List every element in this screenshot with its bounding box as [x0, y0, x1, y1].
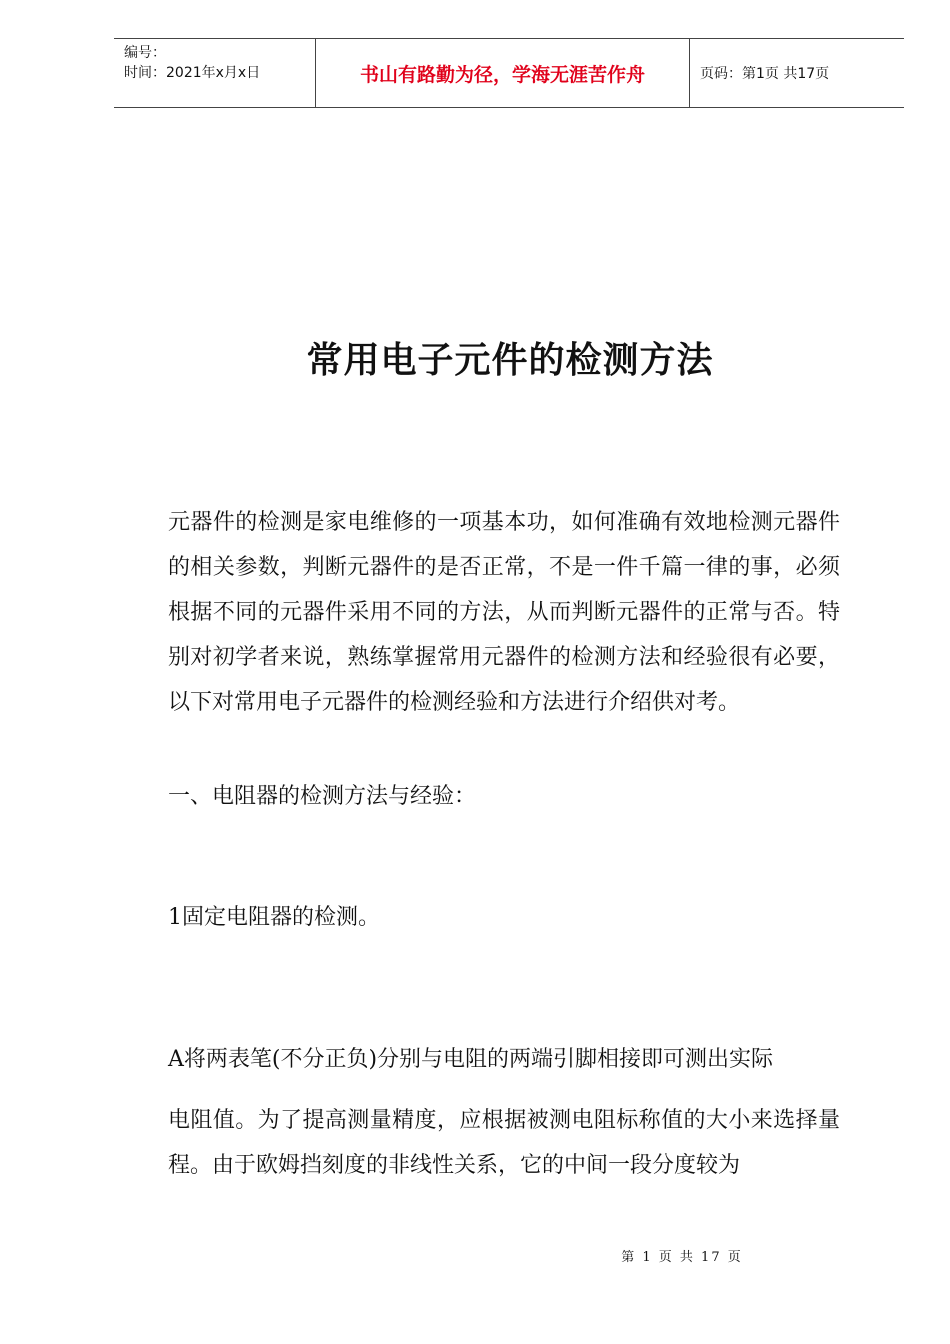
header-page-info: 页码：第1页 共17页: [700, 66, 830, 82]
page-header: [114, 38, 904, 108]
header-meta: [114, 39, 316, 107]
header-motto: 书山有路勤为径，学海无涯苦作舟: [316, 39, 690, 107]
time-label: 时间：2021年x月x日: [124, 65, 261, 81]
paragraph-a-line1: A将两表笔(不分正负)分别与电阻的两端引脚相接即可测出实际: [168, 1047, 774, 1072]
subsection-fixed-resistor: 1固定电阻器的检测。: [168, 905, 380, 930]
page-footer: 第 1 页 共 17 页: [621, 1250, 743, 1265]
serial-label: 编号：: [124, 45, 166, 61]
section-heading-resistor: 一、电阻器的检测方法与经验：: [168, 784, 477, 809]
document-title: 常用电子元件的检测方法: [306, 340, 714, 381]
intro-paragraph: 元器件的检测是家电维修的一项基本功，如何准确有效地检测元器件的相关参数，判断元器件的是否正常，不是一件千篇一律的事，必须根据不同的元器件采用不同的方法，从而判断元器件的正常与否。特别对初学者来说，熟练掌握常用元器件的检测方法和经验很有必要，以下对常用电子元器件的检测经验和方法进行介绍供对考。: [168, 510, 840, 715]
paragraph-a-rest: 电阻值。为了提高测量精度，应根据被测电阻标称值的大小来选择量程。由于欧姆挡刻度的非线性关系，它的中间一段分度较为: [168, 1108, 840, 1178]
paragraph-a: [168, 1037, 840, 1188]
